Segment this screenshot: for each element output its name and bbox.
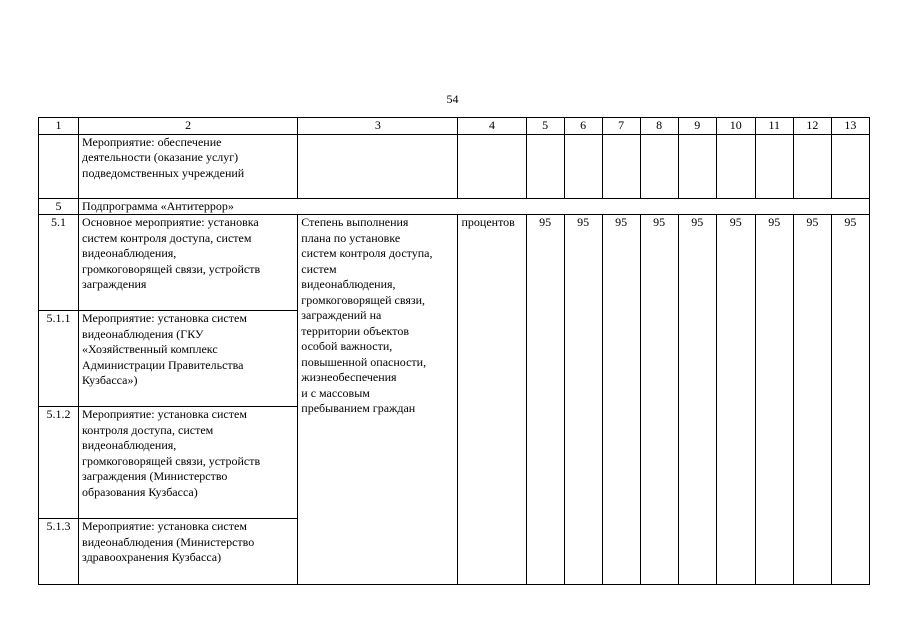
empty-cell xyxy=(755,134,793,198)
row-number: 5 xyxy=(39,198,79,215)
value-cell: 95 xyxy=(602,215,640,585)
indicator-text: Степень выполнения плана по установке систем контроля доступа, систем видеонаблюдения, громкоговорящей связи, заграждений на территории объектов особой важности, повышенной опасности, жизнеобеспечения и с массовым пребыванием граждан xyxy=(298,215,458,585)
empty-cell xyxy=(640,134,678,198)
row-number xyxy=(39,134,79,198)
value-cell: 95 xyxy=(678,215,716,585)
value-cell: 95 xyxy=(564,215,602,585)
value-cell: 95 xyxy=(640,215,678,585)
header-row xyxy=(39,118,870,135)
row-text: Мероприятие: установка систем видеонаблюдения (Министерство здравоохранения Кузбасса) xyxy=(79,519,298,585)
unit-cell: процентов xyxy=(458,215,526,585)
indicators-table xyxy=(38,117,870,585)
table-row xyxy=(39,134,870,198)
header-cell: 8 xyxy=(640,118,678,135)
header-cell: 6 xyxy=(564,118,602,135)
empty-cell xyxy=(458,134,526,198)
value-cell: 95 xyxy=(755,215,793,585)
table-row xyxy=(39,215,870,311)
value-cell: 95 xyxy=(716,215,755,585)
empty-cell xyxy=(602,134,640,198)
subprogram-row xyxy=(39,198,870,215)
value-cell: 95 xyxy=(526,215,564,585)
empty-cell xyxy=(716,134,755,198)
header-cell: 1 xyxy=(39,118,79,135)
value-cell: 95 xyxy=(831,215,869,585)
empty-cell xyxy=(526,134,564,198)
row-number: 5.1.3 xyxy=(39,519,79,585)
header-cell: 11 xyxy=(755,118,793,135)
header-cell: 12 xyxy=(793,118,831,135)
empty-cell xyxy=(564,134,602,198)
header-cell: 13 xyxy=(831,118,869,135)
header-cell: 5 xyxy=(526,118,564,135)
value-cell: 95 xyxy=(793,215,831,585)
row-number: 5.1.2 xyxy=(39,407,79,519)
header-cell: 10 xyxy=(716,118,755,135)
header-cell: 4 xyxy=(458,118,526,135)
row-text: Основное мероприятие: установка систем контроля доступа, систем видеонаблюдения, громкоговорящей связи, устройств заграждения xyxy=(79,215,298,311)
row-number: 5.1 xyxy=(39,215,79,311)
page-number: 54 xyxy=(446,92,459,106)
empty-cell xyxy=(298,134,458,198)
row-text: Мероприятие: установка систем видеонаблюдения (ГКУ «Хозяйственный комплекс Администрации Правительства Кузбасса») xyxy=(79,311,298,407)
empty-cell xyxy=(793,134,831,198)
header-cell: 3 xyxy=(298,118,458,135)
subprogram-title: Подпрограмма «Антитеррор» xyxy=(79,198,870,215)
row-text: Мероприятие: установка систем контроля доступа, систем видеонаблюдения, громкоговорящей связи, устройств заграждения (Министерство образования Кузбасса) xyxy=(79,407,298,519)
header-cell: 9 xyxy=(678,118,716,135)
header-cell: 2 xyxy=(79,118,298,135)
header-cell: 7 xyxy=(602,118,640,135)
row-number: 5.1.1 xyxy=(39,311,79,407)
row-text: Мероприятие: обеспечение деятельности (оказание услуг) подведомственных учреждений xyxy=(79,134,298,198)
empty-cell xyxy=(678,134,716,198)
empty-cell xyxy=(831,134,869,198)
